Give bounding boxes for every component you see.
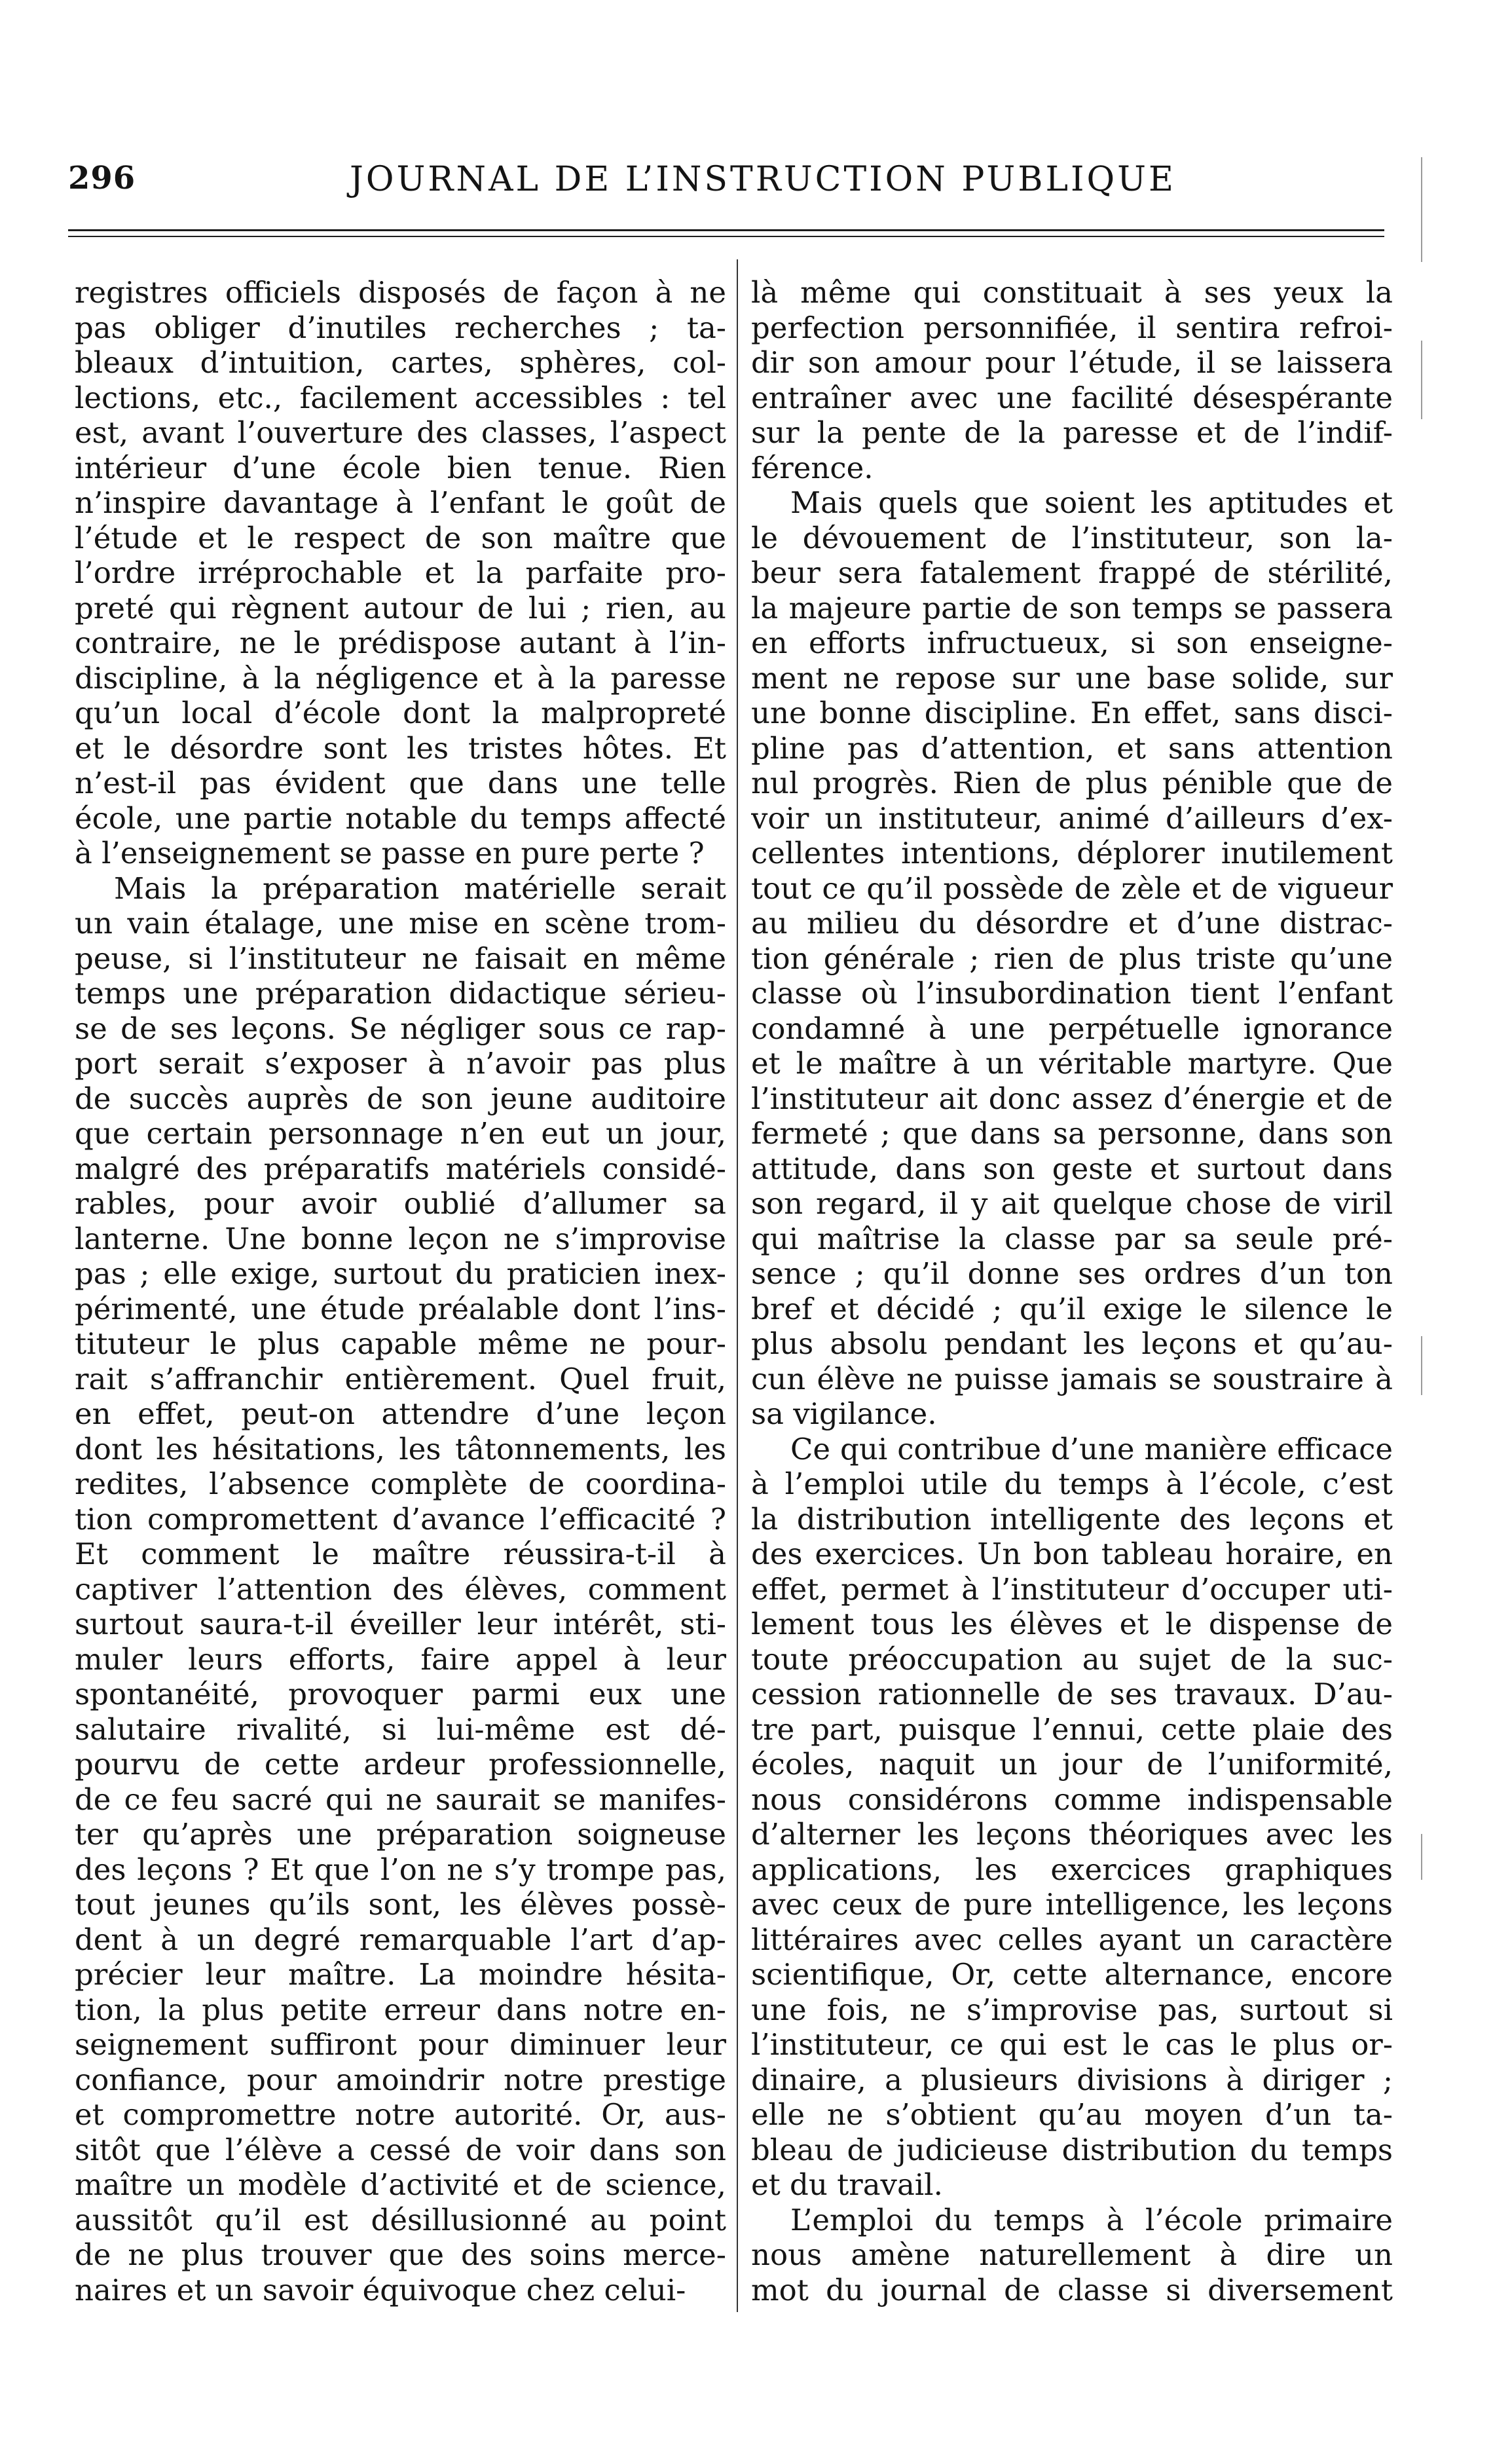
text-line: malgré des préparatifs matériels considé- [75,1151,726,1186]
text-line: école, une partie notable du temps affecté [75,800,726,836]
text-line: dont les hésitations, les tâtonnements, les [75,1431,726,1466]
text-line: rait s’affranchir entièrement. Quel fruit, [75,1361,726,1396]
text-line: aussitôt qu’il est désillusionné au point [75,2202,726,2237]
scan-edge-mark [1421,1336,1422,1395]
scan-edge-mark [1421,1834,1422,1880]
text-line: L’emploi du temps à l’école primaire [790,2202,1393,2237]
text-line: bleaux d’intuition, cartes, sphères, col- [75,345,726,380]
text-line: au milieu du désordre et d’une distrac- [751,906,1393,941]
text-line: une bonne discipline. En effet, sans disci- [751,696,1393,730]
text-line: et compromettre notre autorité. Or, aus- [75,2097,726,2132]
text-line: ment ne repose sur une base solide, sur [751,660,1393,696]
text-line: tion, la plus petite erreur dans notre en- [75,1992,726,2027]
text-line: effet, permet à l’instituteur d’occuper uti- [751,1571,1393,1607]
text-line: voir un instituteur, animé d’ailleurs d’ex- [751,800,1393,836]
text-line: elle ne s’obtient qu’au moyen d’un ta- [751,2097,1393,2132]
text-line: lections, etc., facilement accessibles : tel [75,380,726,415]
text-line: spontanéité, provoquer parmi eux une [75,1677,726,1711]
text-line: la distribution intelligente des leçons et [751,1501,1393,1537]
text-line: tre part, puisque l’ennui, cette plaie des [751,1711,1393,1747]
text-line: seignement suffiront pour diminuer leur [75,2027,726,2062]
text-line: et le désordre sont les tristes hôtes. Et [75,730,726,766]
text-line: maître un modèle d’activité et de science, [75,2167,726,2202]
text-line: à l’enseignement se passe en pure perte ? [75,836,705,870]
text-line: n’est-il pas évident que dans une telle [75,766,726,800]
text-line: et le maître à un véritable martyre. Que [751,1046,1393,1081]
text-line: temps une préparation didactique sérieu- [75,976,726,1011]
text-line: beur sera fatalement frappé de stérilité, [751,555,1393,590]
text-line: dir son amour pour l’étude, il se laissera [751,345,1393,380]
text-line: pas obliger d’inutiles recherches ; ta- [75,310,726,345]
scan-edge-mark [1421,157,1422,262]
header-rule-top [68,229,1384,231]
text-line: registres officiels disposés de façon à ne [75,275,726,310]
text-line: la majeure partie de son temps se passera [751,590,1393,626]
text-line: périmenté, une étude préalable dont l’ins- [75,1291,726,1326]
text-line: muler leurs efforts, faire appel à leur [75,1641,726,1677]
text-line: salutaire rivalité, si lui-même est dé- [75,1711,726,1747]
text-line: Mais quels que soient les aptitudes et [790,485,1393,520]
left-text-column [75,275,726,2312]
text-line: preté qui règnent autour de lui ; rien, au [75,590,726,626]
text-line: l’instituteur, ce qui est le cas le plus or- [751,2027,1393,2062]
text-line: qu’un local d’école dont la malpropreté [75,696,726,730]
text-line: lement tous les élèves et le dispense de [751,1607,1393,1641]
text-line: là même qui constituait à ses yeux la [751,275,1393,310]
text-line: tout ce qu’il possède de zèle et de vigueur [751,870,1393,906]
text-line: naires et un savoir équivoque chez celui- [75,2272,686,2307]
text-line: dinaire, a plusieurs divisions à diriger ; [751,2062,1393,2097]
text-line: le dévouement de l’instituteur, son la- [751,520,1393,555]
text-line: intérieur d’une école bien tenue. Rien [75,450,726,485]
text-line: n’inspire davantage à l’enfant le goût de [75,485,726,520]
text-line: rables, pour avoir oublié d’allumer sa [75,1186,726,1221]
text-line: captiver l’attention des élèves, comment [75,1571,726,1607]
text-line: sitôt que l’élève a cessé de voir dans son [75,2132,726,2167]
page-number: 296 [68,160,136,196]
text-line: l’instituteur ait donc assez d’énergie et de [751,1081,1393,1116]
text-line: Et comment le maître réussira-t-il à [75,1537,726,1571]
text-line: que certain personnage n’en eut un jour, [75,1116,726,1151]
text-line: confiance, pour amoindrir notre prestige [75,2062,726,2097]
header-rule-bottom [68,236,1384,237]
text-line: de succès auprès de son jeune auditoire [75,1081,726,1116]
text-line: est, avant l’ouverture des classes, l’aspect [75,415,726,450]
text-line: précier leur maître. La moindre hésita- [75,1957,726,1992]
text-line: mot du journal de classe si diversement [751,2272,1393,2307]
text-line: des exercices. Un bon tableau horaire, en [751,1537,1393,1571]
text-line: port serait s’exposer à n’avoir pas plus [75,1046,726,1081]
text-line: Mais la préparation matérielle serait [114,870,726,906]
text-line: pas ; elle exige, surtout du praticien inex- [75,1256,726,1291]
text-line: pourvu de cette ardeur professionnelle, [75,1747,726,1782]
text-line: de ce feu sacré qui ne saurait se manifes- [75,1782,726,1817]
text-line: écoles, naquit un jour de l’uniformité, [751,1747,1393,1782]
text-line: nul progrès. Rien de plus pénible que de [751,766,1393,800]
text-line: ter qu’après une préparation soigneuse [75,1817,726,1852]
text-line: redites, l’absence complète de coordina- [75,1466,726,1501]
text-line: sur la pente de la paresse et de l’indif- [751,415,1393,450]
text-line: cession rationnelle de ses travaux. D’au- [751,1677,1393,1711]
text-line: Ce qui contribue d’une manière efficace [790,1431,1393,1466]
text-line: bref et décidé ; qu’il exige le silence le [751,1291,1393,1326]
text-line: toute préoccupation au sujet de la suc- [751,1641,1393,1677]
text-line: nous amène naturellement à dire un [751,2237,1393,2272]
right-text-column [751,275,1393,2312]
text-line: tout jeunes qu’ils sont, les élèves possè- [75,1887,726,1922]
text-line: attitude, dans son geste et surtout dans [751,1151,1393,1186]
text-line: classe où l’insubordination tient l’enfant [751,976,1393,1011]
text-line: férence. [751,450,874,485]
text-line: surtout saura-t-il éveiller leur intérêt, sti- [75,1607,726,1641]
text-line: en effet, peut-on attendre d’une leçon [75,1396,726,1431]
text-line: tion générale ; rien de plus triste qu’une [751,941,1393,976]
text-line: l’ordre irréprochable et la parfaite pro- [75,555,726,590]
text-line: pline pas d’attention, et sans attention [751,730,1393,766]
text-line: et du travail. [751,2167,943,2202]
text-line: d’alterner les leçons théoriques avec les [751,1817,1393,1852]
text-line: à l’emploi utile du temps à l’école, c’est [751,1466,1393,1501]
running-title: JOURNAL DE L’INSTRUCTION PUBLIQUE [350,160,1176,199]
text-line: se de ses leçons. Se négliger sous ce rap- [75,1011,726,1046]
text-line: avec ceux de pure intelligence, les leçons [751,1887,1393,1922]
text-line: applications, les exercices graphiques [751,1852,1393,1887]
text-line: un vain étalage, une mise en scène trom- [75,906,726,941]
text-line: en efforts infructueux, si son enseigne- [751,626,1393,660]
text-line: sence ; qu’il donne ses ordres d’un ton [751,1256,1393,1291]
text-line: littéraires avec celles ayant un caractère [751,1922,1393,1957]
text-line: perfection personnifiée, il sentira refroi- [751,310,1393,345]
text-line: fermeté ; que dans sa personne, dans son [751,1116,1393,1151]
text-line: qui maîtrise la classe par sa seule pré- [751,1221,1393,1256]
text-line: des leçons ? Et que l’on ne s’y trompe pas, [75,1852,726,1887]
text-line: discipline, à la négligence et à la paresse [75,660,726,696]
text-line: de ne plus trouver que des soins merce- [75,2237,726,2272]
text-line: contraire, ne le prédispose autant à l’in- [75,626,726,660]
text-line: nous considérons comme indispensable [751,1782,1393,1817]
text-line: une fois, ne s’improvise pas, surtout si [751,1992,1393,2027]
text-line: son regard, il y ait quelque chose de viril [751,1186,1393,1221]
text-line: dent à un degré remarquable l’art d’ap- [75,1922,726,1957]
text-line: lanterne. Une bonne leçon ne s’improvise [75,1221,726,1256]
text-line: l’étude et le respect de son maître que [75,520,726,555]
text-line: cellentes intentions, déplorer inutilement [751,836,1393,870]
text-line: tituteur le plus capable même ne pour- [75,1326,726,1361]
text-line: peuse, si l’instituteur ne faisait en même [75,941,726,976]
scan-edge-mark [1421,341,1422,419]
text-line: scientifique, Or, cette alternance, encore [751,1957,1393,1992]
text-line: condamné à une perpétuelle ignorance [751,1011,1393,1046]
text-line: sa vigilance. [751,1396,937,1431]
column-divider [737,259,738,2312]
text-line: cun élève ne puisse jamais se soustraire à [751,1361,1393,1396]
text-line: bleau de judicieuse distribution du temps [751,2132,1393,2167]
text-line: tion compromettent d’avance l’efficacité ? [75,1501,726,1537]
page-header [68,160,1384,219]
text-line: plus absolu pendant les leçons et qu’au- [751,1326,1393,1361]
text-line: entraîner avec une facilité désespérante [751,380,1393,415]
